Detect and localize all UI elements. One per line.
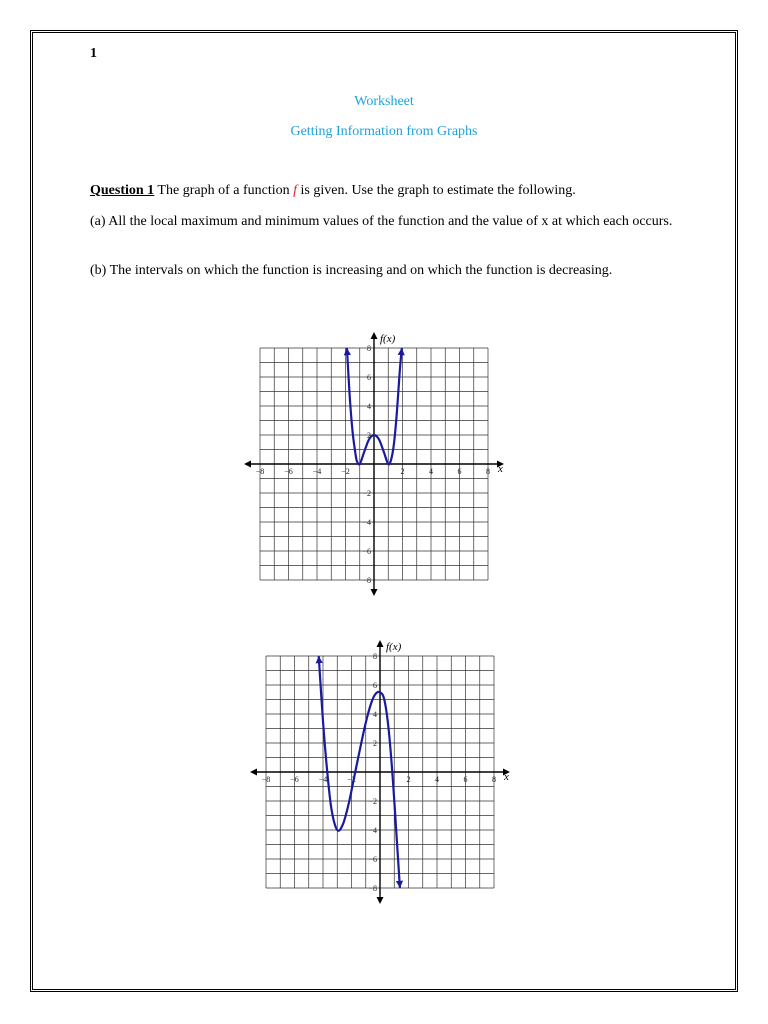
y-axis-arrow-up	[371, 332, 378, 339]
y-tick-label: −6	[368, 855, 377, 864]
y-tick-label: 4	[367, 402, 371, 411]
y-axis-label: f(x)	[386, 641, 402, 653]
y-tick-label: −4	[368, 826, 377, 835]
x-axis-label: x	[504, 771, 509, 783]
graph-2	[250, 636, 520, 911]
y-tick-label: 2	[367, 431, 371, 440]
question-text-before: The graph of a function	[154, 183, 294, 198]
y-tick-label: 6	[373, 681, 377, 690]
x-tick-label: 4	[429, 467, 433, 476]
x-tick-label: −4	[318, 775, 328, 784]
x-axis-arrow-left	[244, 461, 251, 468]
x-tick-label: −6	[290, 775, 299, 784]
question-text-after: is given. Use the graph to estimate the following.	[297, 183, 576, 198]
worksheet-subtitle: Getting Information from Graphs	[290, 124, 478, 139]
y-tick-label: 4	[373, 710, 377, 719]
y-tick-label: −8	[368, 884, 377, 893]
x-tick-label: −2	[347, 775, 356, 784]
x-tick-label: 6	[457, 467, 462, 476]
page-number: 1	[90, 46, 97, 61]
x-tick-label: −2	[341, 467, 350, 476]
x-axis-label: x	[498, 463, 503, 475]
y-tick-label: 6	[367, 373, 371, 382]
x-tick-label: −6	[284, 467, 293, 476]
x-tick-label: −8	[255, 467, 265, 476]
y-tick-label: −2	[368, 797, 377, 806]
x-tick-label: 2	[406, 775, 411, 784]
question-part-a: (a) All the local maximum and minimum values of the function and the value of x at which each occurs.	[90, 214, 673, 229]
curve-arrow-start	[344, 348, 351, 355]
x-tick-label: 8	[486, 467, 490, 476]
worksheet-title: Worksheet	[354, 94, 414, 109]
y-tick-label: 2	[373, 739, 377, 748]
x-tick-label: −8	[261, 775, 271, 784]
y-axis-arrow-down	[377, 897, 384, 904]
y-tick-label: −6	[362, 547, 371, 556]
x-tick-label: 2	[400, 467, 405, 476]
y-tick-label: −8	[362, 576, 371, 585]
x-tick-label: −4	[312, 467, 322, 476]
y-axis-arrow-up	[377, 640, 384, 647]
y-tick-label: 8	[373, 652, 377, 661]
x-tick-label: 4	[435, 775, 439, 784]
y-tick-label: −2	[362, 489, 371, 498]
x-tick-label: 8	[492, 775, 496, 784]
question-part-b: (b) The intervals on which the function is increasing and on which the function is decreasing.	[90, 263, 613, 278]
question-label: Question 1	[90, 183, 155, 198]
y-axis-label: f(x)	[380, 333, 396, 345]
question-1-prompt	[90, 182, 690, 199]
curve-arrow-end	[396, 881, 403, 888]
x-tick-label: 6	[463, 775, 468, 784]
y-tick-label: −4	[362, 518, 371, 527]
y-tick-label: 8	[367, 344, 371, 353]
x-axis-arrow-left	[250, 769, 257, 776]
graph-1	[244, 328, 514, 603]
y-axis-arrow-down	[371, 589, 378, 596]
function-name: f	[293, 183, 297, 198]
curve-arrow-end	[398, 348, 405, 355]
curve-arrow-start	[316, 656, 323, 663]
